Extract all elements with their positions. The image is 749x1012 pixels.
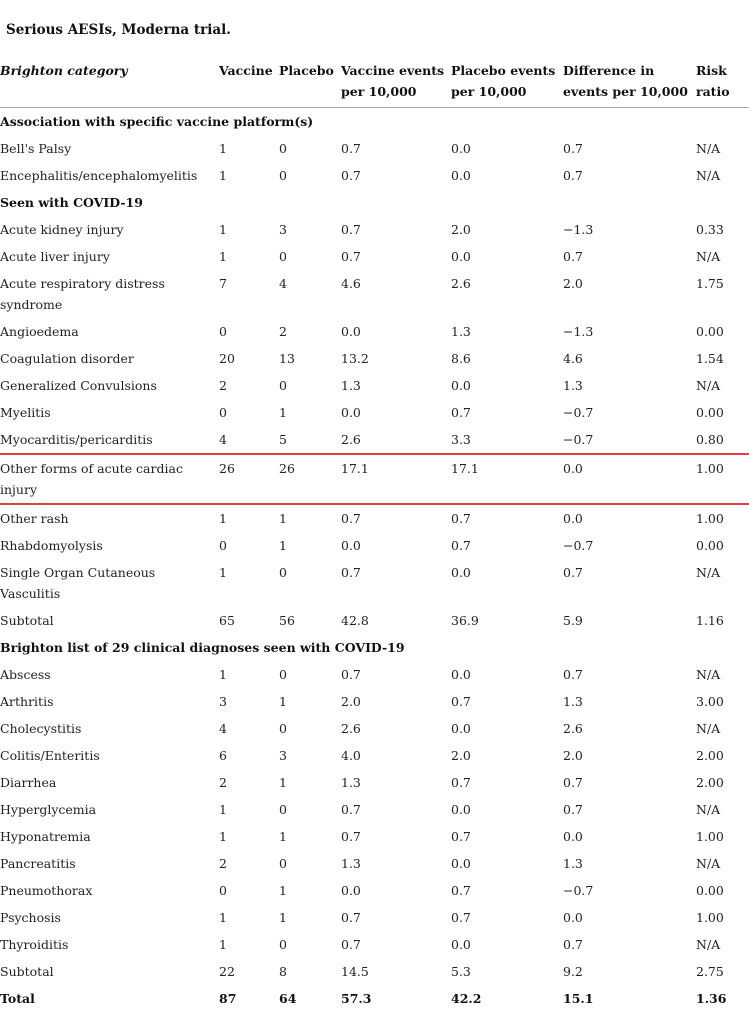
cell-difference: 2.0 — [563, 742, 696, 769]
cell-vaccine: 0 — [219, 318, 279, 345]
cell-placebo: 0 — [279, 715, 341, 742]
cell-placebo: 3 — [279, 216, 341, 243]
cell-risk-ratio: N/A — [696, 243, 749, 270]
cell-vaccine: 1 — [219, 504, 279, 532]
cell-difference: −0.7 — [563, 426, 696, 454]
cell-placebo: 1 — [279, 904, 341, 931]
cell-category: Myocarditis/pericarditis — [0, 426, 219, 454]
cell-placebo: 1 — [279, 504, 341, 532]
cell-category: Other forms of acute cardiac injury — [0, 454, 219, 504]
header-vaccine: Vaccine — [219, 57, 279, 108]
cell-vaccine-per-10000: 42.8 — [341, 607, 451, 634]
table-row — [0, 318, 749, 345]
cell-placebo: 1 — [279, 688, 341, 715]
cell-difference: 15.1 — [563, 985, 696, 1012]
cell-placebo-per-10000: 42.2 — [451, 985, 563, 1012]
cell-difference: 0.7 — [563, 135, 696, 162]
table-row — [0, 688, 749, 715]
cell-difference: 0.7 — [563, 796, 696, 823]
cell-risk-ratio: 2.75 — [696, 958, 749, 985]
table-row — [0, 345, 749, 372]
cell-vaccine-per-10000: 1.3 — [341, 372, 451, 399]
cell-risk-ratio: 1.00 — [696, 904, 749, 931]
cell-vaccine: 22 — [219, 958, 279, 985]
cell-placebo-per-10000: 0.7 — [451, 532, 563, 559]
table-row — [0, 823, 749, 850]
cell-placebo: 8 — [279, 958, 341, 985]
cell-risk-ratio: N/A — [696, 162, 749, 189]
cell-vaccine-per-10000: 0.7 — [341, 559, 451, 607]
cell-difference: −1.3 — [563, 318, 696, 345]
table-row — [0, 715, 749, 742]
cell-difference: 2.0 — [563, 270, 696, 318]
cell-category: Colitis/Enteritis — [0, 742, 219, 769]
cell-category: Other rash — [0, 504, 219, 532]
cell-placebo: 64 — [279, 985, 341, 1012]
cell-vaccine-per-10000: 2.0 — [341, 688, 451, 715]
cell-placebo-per-10000: 0.0 — [451, 661, 563, 688]
cell-placebo-per-10000: 0.7 — [451, 904, 563, 931]
cell-risk-ratio: 0.00 — [696, 318, 749, 345]
cell-placebo-per-10000: 0.0 — [451, 715, 563, 742]
table-row — [0, 931, 749, 958]
highlighted-row — [0, 454, 749, 504]
cell-placebo: 0 — [279, 372, 341, 399]
cell-vaccine: 0 — [219, 877, 279, 904]
cell-placebo-per-10000: 3.3 — [451, 426, 563, 454]
cell-placebo-per-10000: 2.0 — [451, 216, 563, 243]
cell-category: Myelitis — [0, 399, 219, 426]
cell-vaccine: 1 — [219, 559, 279, 607]
section-header-row — [0, 108, 749, 136]
cell-risk-ratio: 2.00 — [696, 769, 749, 796]
cell-placebo: 5 — [279, 426, 341, 454]
cell-vaccine: 2 — [219, 769, 279, 796]
cell-placebo: 0 — [279, 661, 341, 688]
table-row — [0, 135, 749, 162]
cell-difference: 0.7 — [563, 243, 696, 270]
cell-risk-ratio: 2.00 — [696, 742, 749, 769]
cell-vaccine: 1 — [219, 135, 279, 162]
cell-vaccine: 7 — [219, 270, 279, 318]
cell-difference: 0.0 — [563, 504, 696, 532]
cell-vaccine-per-10000: 1.3 — [341, 850, 451, 877]
cell-placebo: 1 — [279, 823, 341, 850]
cell-risk-ratio: 0.00 — [696, 877, 749, 904]
cell-vaccine-per-10000: 0.0 — [341, 532, 451, 559]
cell-placebo-per-10000: 0.0 — [451, 135, 563, 162]
subtotal-row — [0, 607, 749, 634]
cell-category: Bell's Palsy — [0, 135, 219, 162]
cell-category: Hyperglycemia — [0, 796, 219, 823]
table-row — [0, 850, 749, 877]
cell-vaccine-per-10000: 0.0 — [341, 877, 451, 904]
cell-placebo-per-10000: 0.7 — [451, 877, 563, 904]
table-row — [0, 661, 749, 688]
cell-vaccine: 6 — [219, 742, 279, 769]
cell-vaccine-per-10000: 0.7 — [341, 243, 451, 270]
cell-risk-ratio: 1.36 — [696, 985, 749, 1012]
cell-category: Acute kidney injury — [0, 216, 219, 243]
cell-placebo: 0 — [279, 850, 341, 877]
cell-placebo-per-10000: 8.6 — [451, 345, 563, 372]
cell-placebo-per-10000: 2.0 — [451, 742, 563, 769]
cell-category: Hyponatremia — [0, 823, 219, 850]
cell-vaccine-per-10000: 0.7 — [341, 162, 451, 189]
cell-category: Psychosis — [0, 904, 219, 931]
cell-difference: 1.3 — [563, 688, 696, 715]
cell-placebo-per-10000: 0.0 — [451, 372, 563, 399]
section-header-row — [0, 189, 749, 216]
cell-vaccine-per-10000: 2.6 — [341, 426, 451, 454]
table-row — [0, 769, 749, 796]
table-row — [0, 162, 749, 189]
cell-risk-ratio: 0.00 — [696, 399, 749, 426]
cell-risk-ratio: 1.00 — [696, 823, 749, 850]
cell-placebo: 0 — [279, 796, 341, 823]
cell-category: Acute respiratory distress syndrome — [0, 270, 219, 318]
cell-difference: 0.7 — [563, 931, 696, 958]
cell-category: Total — [0, 985, 219, 1012]
table-body — [0, 108, 749, 1012]
cell-vaccine-per-10000: 1.3 — [341, 769, 451, 796]
cell-vaccine-per-10000: 0.7 — [341, 931, 451, 958]
cell-difference: 0.0 — [563, 904, 696, 931]
cell-risk-ratio: N/A — [696, 796, 749, 823]
cell-category: Rhabdomyolysis — [0, 532, 219, 559]
cell-category: Arthritis — [0, 688, 219, 715]
cell-difference: 0.7 — [563, 769, 696, 796]
cell-difference: 2.6 — [563, 715, 696, 742]
table-row — [0, 270, 749, 318]
cell-vaccine-per-10000: 4.0 — [341, 742, 451, 769]
cell-vaccine: 1 — [219, 243, 279, 270]
cell-vaccine-per-10000: 0.7 — [341, 504, 451, 532]
cell-vaccine-per-10000: 13.2 — [341, 345, 451, 372]
cell-vaccine-per-10000: 2.6 — [341, 715, 451, 742]
cell-risk-ratio: N/A — [696, 661, 749, 688]
table-row — [0, 504, 749, 532]
cell-placebo: 1 — [279, 769, 341, 796]
cell-risk-ratio: 1.75 — [696, 270, 749, 318]
cell-difference: 9.2 — [563, 958, 696, 985]
cell-category: Coagulation disorder — [0, 345, 219, 372]
section-title: Brighton list of 29 clinical diagnoses seen with COVID-19 — [0, 634, 749, 661]
cell-placebo: 13 — [279, 345, 341, 372]
cell-vaccine: 1 — [219, 216, 279, 243]
cell-vaccine: 3 — [219, 688, 279, 715]
cell-placebo: 0 — [279, 162, 341, 189]
header-placebo: Placebo — [279, 57, 341, 108]
cell-vaccine: 1 — [219, 796, 279, 823]
cell-vaccine-per-10000: 0.7 — [341, 823, 451, 850]
cell-vaccine-per-10000: 4.6 — [341, 270, 451, 318]
cell-vaccine: 1 — [219, 904, 279, 931]
cell-difference: −0.7 — [563, 532, 696, 559]
cell-placebo: 0 — [279, 135, 341, 162]
cell-vaccine: 4 — [219, 715, 279, 742]
cell-placebo: 0 — [279, 243, 341, 270]
cell-risk-ratio: 3.00 — [696, 688, 749, 715]
section-title: Association with specific vaccine platform(s) — [0, 108, 749, 136]
cell-category: Pneumothorax — [0, 877, 219, 904]
cell-category: Acute liver injury — [0, 243, 219, 270]
cell-placebo: 4 — [279, 270, 341, 318]
table-row — [0, 426, 749, 454]
cell-difference: 4.6 — [563, 345, 696, 372]
header-risk-ratio: Risk ratio — [696, 57, 749, 108]
cell-category: Abscess — [0, 661, 219, 688]
cell-category: Diarrhea — [0, 769, 219, 796]
cell-placebo: 26 — [279, 454, 341, 504]
header-category: Brighton category — [0, 57, 219, 108]
cell-vaccine: 26 — [219, 454, 279, 504]
cell-placebo: 0 — [279, 559, 341, 607]
cell-category: Subtotal — [0, 958, 219, 985]
cell-difference: 5.9 — [563, 607, 696, 634]
cell-risk-ratio: N/A — [696, 715, 749, 742]
cell-vaccine-per-10000: 0.7 — [341, 796, 451, 823]
cell-difference: −0.7 — [563, 877, 696, 904]
cell-placebo-per-10000: 2.6 — [451, 270, 563, 318]
cell-vaccine: 1 — [219, 931, 279, 958]
cell-category: Subtotal — [0, 607, 219, 634]
table-row — [0, 742, 749, 769]
cell-vaccine: 0 — [219, 399, 279, 426]
cell-category: Pancreatitis — [0, 850, 219, 877]
aesi-table — [0, 57, 749, 1012]
cell-placebo-per-10000: 0.7 — [451, 399, 563, 426]
total-row — [0, 985, 749, 1012]
cell-category: Cholecystitis — [0, 715, 219, 742]
cell-placebo-per-10000: 1.3 — [451, 318, 563, 345]
cell-vaccine-per-10000: 14.5 — [341, 958, 451, 985]
cell-placebo-per-10000: 0.7 — [451, 504, 563, 532]
cell-risk-ratio: 1.16 — [696, 607, 749, 634]
cell-placebo: 1 — [279, 532, 341, 559]
section-title: Seen with COVID-19 — [0, 189, 749, 216]
cell-placebo-per-10000: 5.3 — [451, 958, 563, 985]
cell-placebo-per-10000: 0.7 — [451, 688, 563, 715]
table-row — [0, 243, 749, 270]
cell-placebo-per-10000: 36.9 — [451, 607, 563, 634]
header-placebo-per-10000: Placebo events per 10,000 — [451, 57, 563, 108]
cell-risk-ratio: 1.54 — [696, 345, 749, 372]
cell-vaccine-per-10000: 0.7 — [341, 216, 451, 243]
cell-vaccine: 87 — [219, 985, 279, 1012]
table-row — [0, 216, 749, 243]
cell-vaccine: 2 — [219, 372, 279, 399]
cell-placebo-per-10000: 0.0 — [451, 931, 563, 958]
cell-risk-ratio: N/A — [696, 372, 749, 399]
table-row — [0, 877, 749, 904]
cell-risk-ratio: 1.00 — [696, 504, 749, 532]
cell-category: Generalized Convulsions — [0, 372, 219, 399]
cell-risk-ratio: 0.33 — [696, 216, 749, 243]
cell-risk-ratio: 0.80 — [696, 426, 749, 454]
table-row — [0, 372, 749, 399]
cell-placebo-per-10000: 0.7 — [451, 823, 563, 850]
cell-difference: 0.7 — [563, 559, 696, 607]
cell-placebo: 1 — [279, 877, 341, 904]
cell-vaccine: 1 — [219, 823, 279, 850]
cell-category: Single Organ Cutaneous Vasculitis — [0, 559, 219, 607]
cell-vaccine: 0 — [219, 532, 279, 559]
table-row — [0, 904, 749, 931]
table-row — [0, 399, 749, 426]
table-row — [0, 559, 749, 607]
header-vaccine-per-10000: Vaccine events per 10,000 — [341, 57, 451, 108]
cell-risk-ratio: N/A — [696, 931, 749, 958]
cell-difference: 0.0 — [563, 823, 696, 850]
cell-vaccine: 4 — [219, 426, 279, 454]
cell-difference: −0.7 — [563, 399, 696, 426]
cell-vaccine-per-10000: 0.0 — [341, 399, 451, 426]
cell-placebo-per-10000: 0.0 — [451, 850, 563, 877]
cell-vaccine: 1 — [219, 661, 279, 688]
cell-difference: 0.7 — [563, 162, 696, 189]
cell-vaccine: 2 — [219, 850, 279, 877]
header-difference: Difference in events per 10,000 — [563, 57, 696, 108]
cell-placebo-per-10000: 17.1 — [451, 454, 563, 504]
cell-placebo: 2 — [279, 318, 341, 345]
cell-risk-ratio: N/A — [696, 559, 749, 607]
cell-vaccine-per-10000: 0.7 — [341, 135, 451, 162]
table-row — [0, 796, 749, 823]
cell-difference: 1.3 — [563, 850, 696, 877]
cell-category: Encephalitis/encephalomyelitis — [0, 162, 219, 189]
cell-placebo: 0 — [279, 931, 341, 958]
subtotal-row — [0, 958, 749, 985]
cell-vaccine-per-10000: 0.7 — [341, 904, 451, 931]
cell-difference: 0.7 — [563, 661, 696, 688]
cell-placebo-per-10000: 0.0 — [451, 559, 563, 607]
cell-difference: −1.3 — [563, 216, 696, 243]
cell-risk-ratio: 1.00 — [696, 454, 749, 504]
cell-difference: 1.3 — [563, 372, 696, 399]
cell-vaccine: 1 — [219, 162, 279, 189]
section-header-row — [0, 634, 749, 661]
cell-vaccine-per-10000: 17.1 — [341, 454, 451, 504]
cell-placebo: 3 — [279, 742, 341, 769]
cell-vaccine: 65 — [219, 607, 279, 634]
cell-category: Thyroiditis — [0, 931, 219, 958]
cell-difference: 0.0 — [563, 454, 696, 504]
cell-placebo: 56 — [279, 607, 341, 634]
cell-vaccine-per-10000: 57.3 — [341, 985, 451, 1012]
cell-risk-ratio: 0.00 — [696, 532, 749, 559]
cell-risk-ratio: N/A — [696, 850, 749, 877]
cell-risk-ratio: N/A — [696, 135, 749, 162]
cell-placebo-per-10000: 0.0 — [451, 796, 563, 823]
header-row — [0, 57, 749, 108]
cell-category: Angioedema — [0, 318, 219, 345]
cell-placebo-per-10000: 0.7 — [451, 769, 563, 796]
cell-placebo-per-10000: 0.0 — [451, 162, 563, 189]
cell-vaccine-per-10000: 0.7 — [341, 661, 451, 688]
cell-vaccine-per-10000: 0.0 — [341, 318, 451, 345]
table-row — [0, 532, 749, 559]
cell-vaccine: 20 — [219, 345, 279, 372]
cell-placebo: 1 — [279, 399, 341, 426]
cell-placebo-per-10000: 0.0 — [451, 243, 563, 270]
table-caption: Serious AESIs, Moderna trial. — [6, 22, 231, 38]
